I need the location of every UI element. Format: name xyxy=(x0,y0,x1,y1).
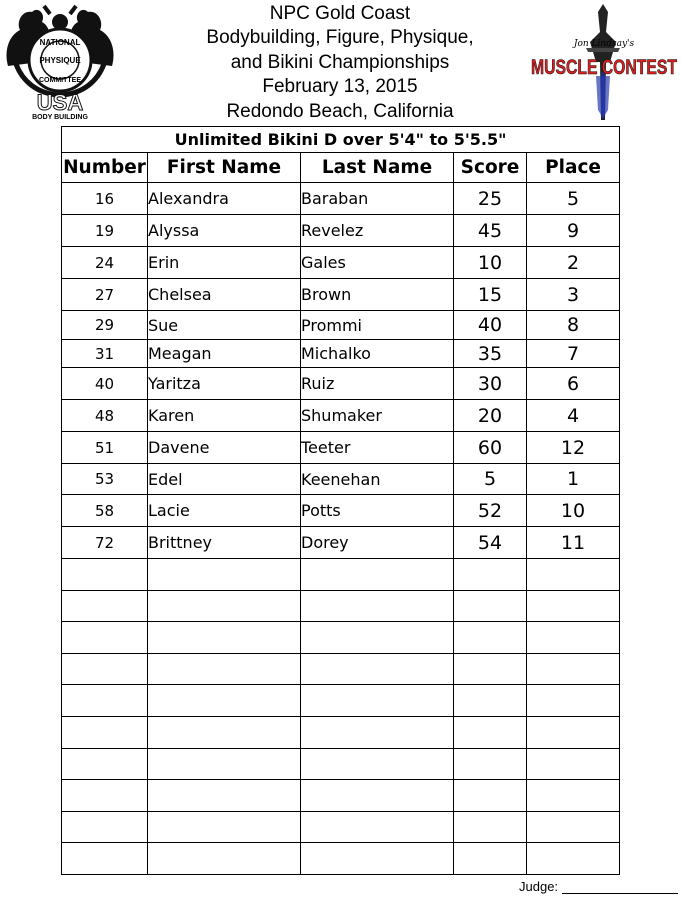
empty-table-row xyxy=(62,559,620,591)
empty-table-row xyxy=(62,811,620,843)
cell-last-name: Prommi xyxy=(301,311,454,340)
empty-table-row xyxy=(62,653,620,685)
cell-number: 27 xyxy=(62,279,148,311)
empty-table-row xyxy=(62,622,620,654)
logo-left-committee: COMMITTEE xyxy=(39,77,81,84)
cell-last-name: Michalko xyxy=(301,340,454,368)
empty-cell xyxy=(527,685,620,717)
empty-cell xyxy=(454,811,527,843)
class-title: Unlimited Bikini D over 5'4" to 5'5.5" xyxy=(62,127,620,153)
cell-score: 35 xyxy=(454,340,527,368)
cell-first-name: Meagan xyxy=(148,340,301,368)
empty-cell xyxy=(62,716,148,748)
empty-cell xyxy=(301,843,454,875)
cell-first-name: Erin xyxy=(148,247,301,279)
table-row xyxy=(62,400,620,432)
empty-cell xyxy=(454,748,527,780)
empty-table-row xyxy=(62,748,620,780)
empty-cell xyxy=(62,685,148,717)
empty-cell xyxy=(527,748,620,780)
empty-cell xyxy=(527,653,620,685)
cell-number: 51 xyxy=(62,432,148,464)
empty-cell xyxy=(527,590,620,622)
cell-first-name: Edel xyxy=(148,464,301,495)
empty-cell xyxy=(301,559,454,591)
cell-first-name: Alexandra xyxy=(148,183,301,215)
col-header-number: Number xyxy=(62,153,148,183)
cell-place: 2 xyxy=(527,247,620,279)
empty-cell xyxy=(301,622,454,654)
empty-cell xyxy=(62,843,148,875)
empty-table-row xyxy=(62,716,620,748)
table-row xyxy=(62,464,620,495)
empty-cell xyxy=(148,716,301,748)
cell-last-name: Potts xyxy=(301,495,454,527)
header-line-3: and Bikini Championships xyxy=(230,51,450,73)
cell-place: 12 xyxy=(527,432,620,464)
cell-score: 5 xyxy=(454,464,527,495)
cell-first-name: Yaritza xyxy=(148,368,301,400)
table-row xyxy=(62,183,620,215)
empty-cell xyxy=(527,559,620,591)
cell-score: 54 xyxy=(454,527,527,559)
empty-cell xyxy=(148,590,301,622)
empty-cell xyxy=(454,716,527,748)
cell-place: 11 xyxy=(527,527,620,559)
empty-cell xyxy=(301,748,454,780)
empty-cell xyxy=(454,780,527,812)
empty-cell xyxy=(301,590,454,622)
cell-score: 10 xyxy=(454,247,527,279)
muscle-contest-logo xyxy=(526,2,681,122)
cell-score: 30 xyxy=(454,368,527,400)
logo-left-sub: BODY BUILDING xyxy=(32,114,88,120)
empty-table-row xyxy=(62,780,620,812)
empty-cell xyxy=(454,653,527,685)
empty-cell xyxy=(62,622,148,654)
cell-place: 9 xyxy=(527,215,620,247)
cell-last-name: Dorey xyxy=(301,527,454,559)
logo-left-usa: USA xyxy=(36,90,84,115)
results-table xyxy=(61,126,620,875)
empty-cell xyxy=(148,780,301,812)
cell-place: 1 xyxy=(527,464,620,495)
cell-place: 7 xyxy=(527,340,620,368)
table-row xyxy=(62,495,620,527)
cell-number: 31 xyxy=(62,340,148,368)
cell-score: 60 xyxy=(454,432,527,464)
logo-right-title: MUSCLE CONTEST xyxy=(531,56,678,79)
cell-score: 15 xyxy=(454,279,527,311)
cell-last-name: Baraban xyxy=(301,183,454,215)
empty-cell xyxy=(454,622,527,654)
table-row xyxy=(62,247,620,279)
cell-last-name: Shumaker xyxy=(301,400,454,432)
cell-score: 20 xyxy=(454,400,527,432)
cell-first-name: Lacie xyxy=(148,495,301,527)
cell-number: 53 xyxy=(62,464,148,495)
empty-cell xyxy=(301,685,454,717)
cell-score: 52 xyxy=(454,495,527,527)
table-row xyxy=(62,527,620,559)
empty-cell xyxy=(148,685,301,717)
empty-table-row xyxy=(62,685,620,717)
table-row xyxy=(62,432,620,464)
cell-place: 8 xyxy=(527,311,620,340)
logo-right-script: Jon Lindsay's xyxy=(573,39,635,49)
logo-left-physique: PHYSIQUE xyxy=(39,56,81,65)
npc-usa-logo xyxy=(2,2,118,120)
empty-cell xyxy=(301,716,454,748)
empty-cell xyxy=(148,748,301,780)
empty-cell xyxy=(454,559,527,591)
judge-signature xyxy=(519,879,678,894)
judge-signature-line xyxy=(562,881,678,894)
cell-score: 40 xyxy=(454,311,527,340)
cell-number: 16 xyxy=(62,183,148,215)
cell-number: 19 xyxy=(62,215,148,247)
cell-number: 40 xyxy=(62,368,148,400)
empty-cell xyxy=(148,843,301,875)
cell-last-name: Teeter xyxy=(301,432,454,464)
empty-cell xyxy=(62,780,148,812)
cell-place: 3 xyxy=(527,279,620,311)
results-body xyxy=(62,183,620,875)
empty-table-row xyxy=(62,590,620,622)
col-header-place: Place xyxy=(527,153,620,183)
empty-table-row xyxy=(62,843,620,875)
empty-cell xyxy=(62,559,148,591)
col-header-first-name: First Name xyxy=(148,153,301,183)
empty-cell xyxy=(527,716,620,748)
cell-last-name: Gales xyxy=(301,247,454,279)
cell-first-name: Chelsea xyxy=(148,279,301,311)
empty-cell xyxy=(527,780,620,812)
cell-first-name: Karen xyxy=(148,400,301,432)
empty-cell xyxy=(62,748,148,780)
empty-cell xyxy=(148,622,301,654)
cell-last-name: Revelez xyxy=(301,215,454,247)
table-row xyxy=(62,215,620,247)
table-row xyxy=(62,311,620,340)
empty-cell xyxy=(148,811,301,843)
header-line-1: NPC Gold Coast xyxy=(269,3,411,24)
empty-cell xyxy=(62,653,148,685)
empty-cell xyxy=(454,590,527,622)
cell-place: 5 xyxy=(527,183,620,215)
cell-place: 10 xyxy=(527,495,620,527)
cell-first-name: Davene xyxy=(148,432,301,464)
cell-number: 29 xyxy=(62,311,148,340)
empty-cell xyxy=(527,622,620,654)
empty-cell xyxy=(148,653,301,685)
empty-cell xyxy=(527,843,620,875)
table-row xyxy=(62,340,620,368)
col-header-last-name: Last Name xyxy=(301,153,454,183)
event-header xyxy=(150,2,530,124)
empty-cell xyxy=(301,780,454,812)
cell-first-name: Brittney xyxy=(148,527,301,559)
table-row xyxy=(62,368,620,400)
col-header-score: Score xyxy=(454,153,527,183)
cell-last-name: Ruiz xyxy=(301,368,454,400)
cell-last-name: Brown xyxy=(301,279,454,311)
cell-first-name: Alyssa xyxy=(148,215,301,247)
header-line-2: Bodybuilding, Figure, Physique, xyxy=(206,27,474,49)
column-header-row xyxy=(62,153,620,183)
cell-last-name: Keenehan xyxy=(301,464,454,495)
empty-cell xyxy=(301,811,454,843)
cell-number: 24 xyxy=(62,247,148,279)
cell-number: 58 xyxy=(62,495,148,527)
empty-cell xyxy=(148,559,301,591)
cell-number: 48 xyxy=(62,400,148,432)
judge-label: Judge: xyxy=(519,879,559,894)
cell-first-name: Sue xyxy=(148,311,301,340)
header-line-5: Redondo Beach, California xyxy=(226,100,454,122)
empty-cell xyxy=(454,843,527,875)
cell-place: 6 xyxy=(527,368,620,400)
cell-number: 72 xyxy=(62,527,148,559)
cell-score: 25 xyxy=(454,183,527,215)
logo-left-national: NATIONAL xyxy=(39,38,81,47)
header-line-4: February 13, 2015 xyxy=(262,76,418,98)
cell-place: 4 xyxy=(527,400,620,432)
table-row xyxy=(62,279,620,311)
empty-cell xyxy=(62,811,148,843)
cell-score: 45 xyxy=(454,215,527,247)
empty-cell xyxy=(62,590,148,622)
empty-cell xyxy=(527,811,620,843)
empty-cell xyxy=(454,685,527,717)
empty-cell xyxy=(301,653,454,685)
